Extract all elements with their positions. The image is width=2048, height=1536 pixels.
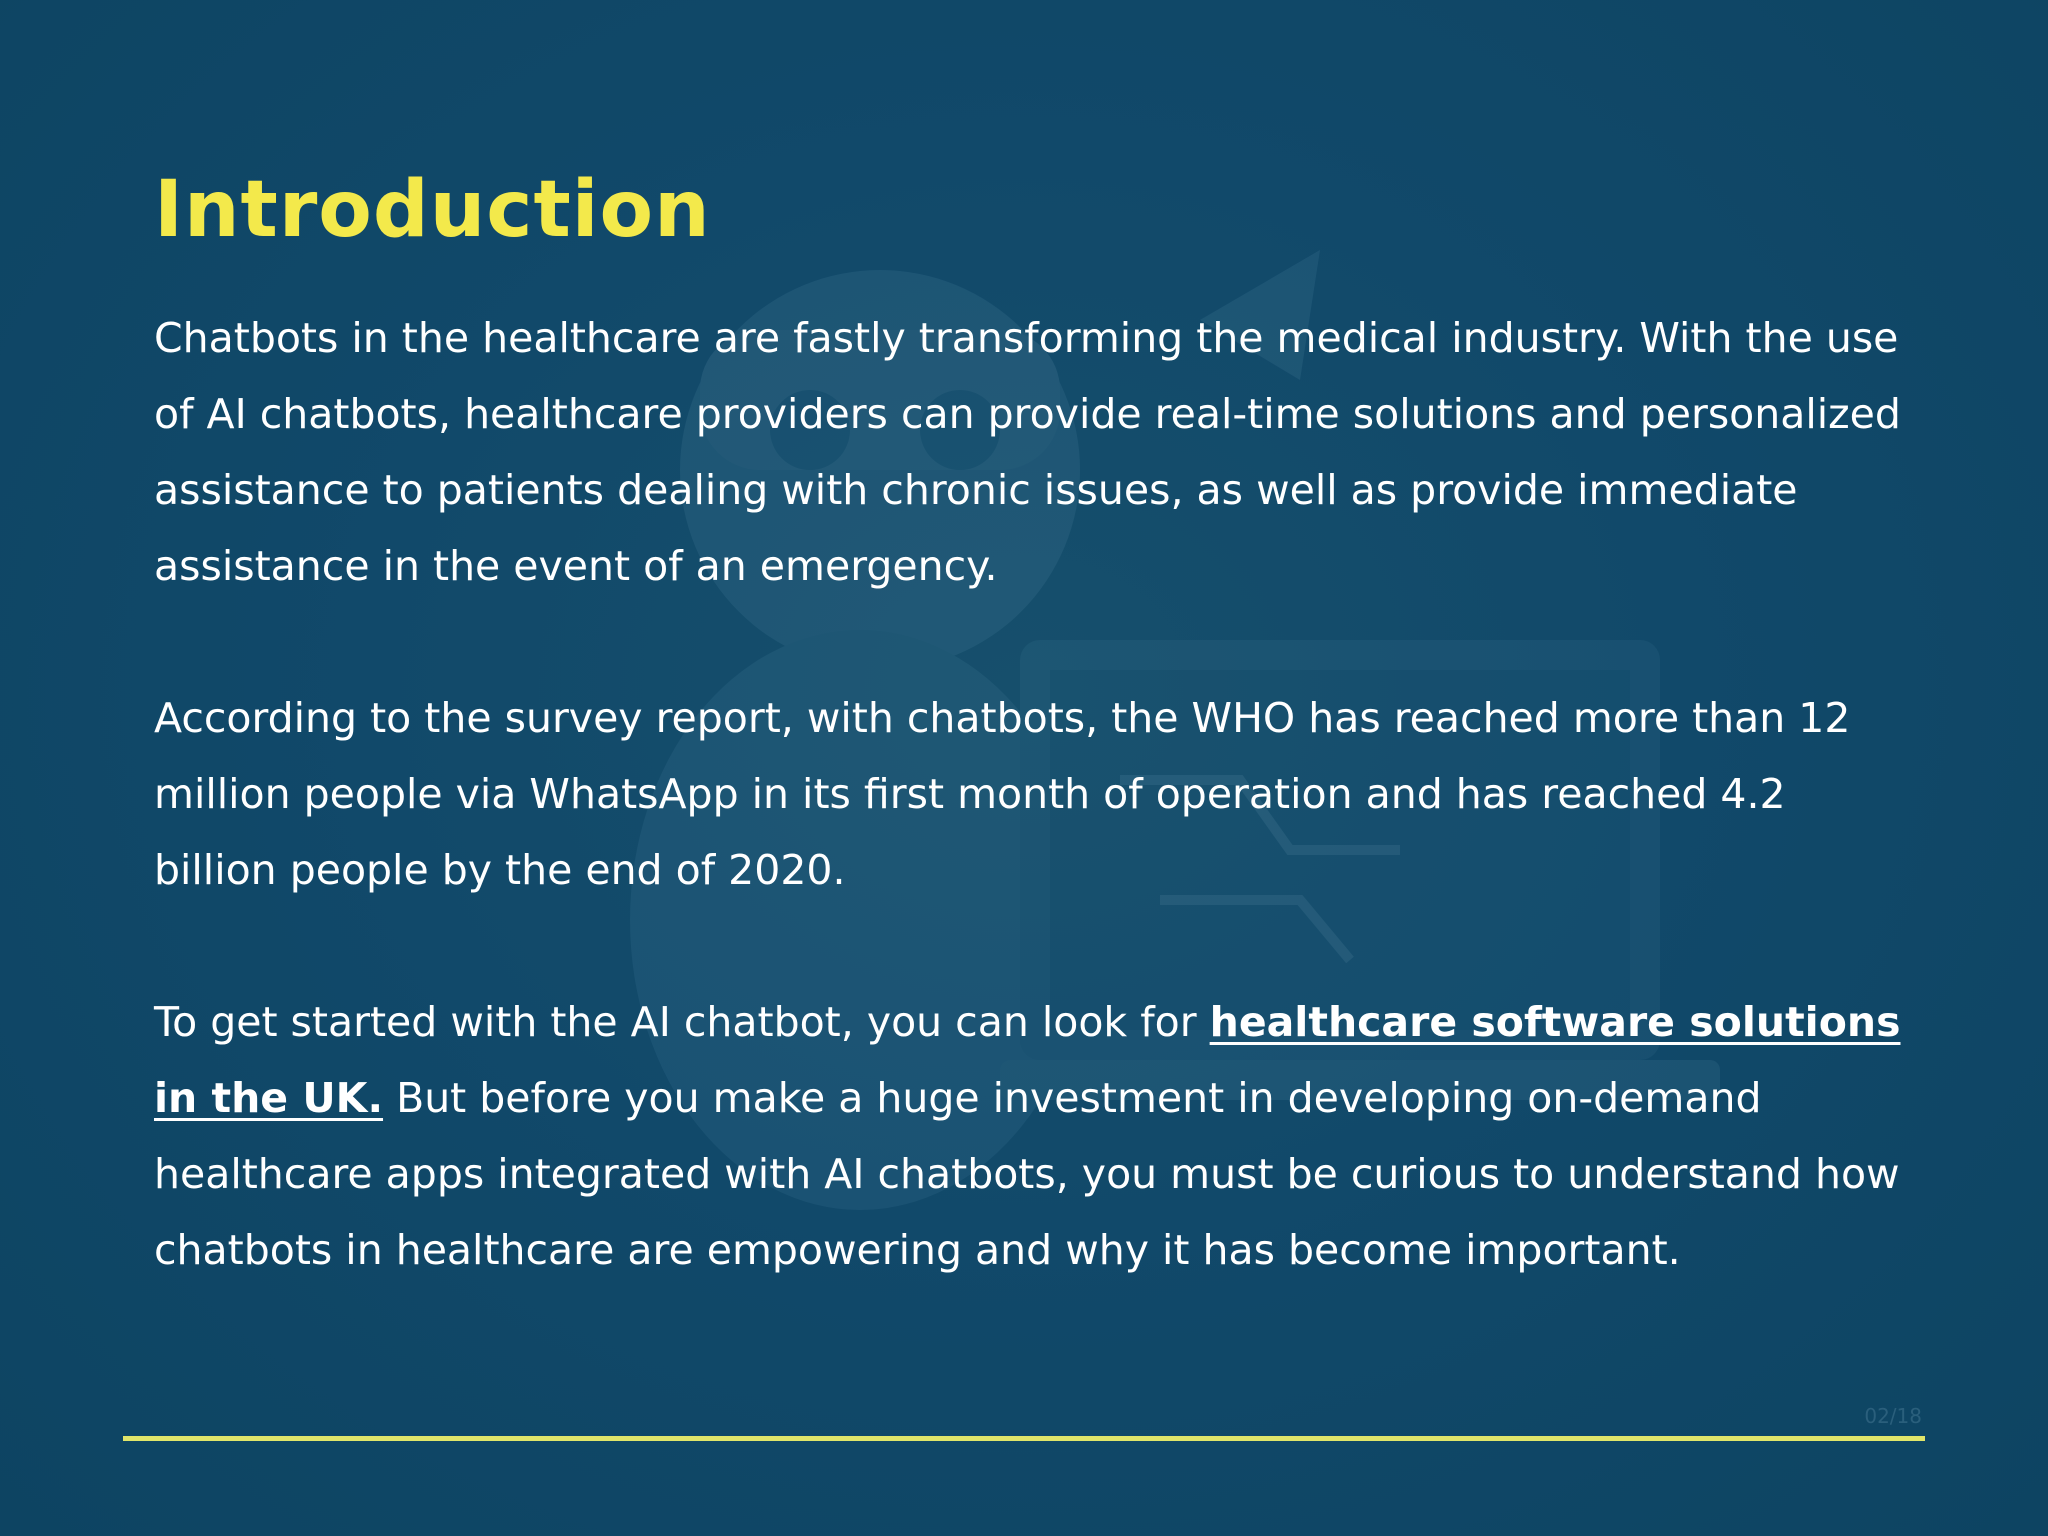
slide-title: Introduction <box>154 165 711 255</box>
intro-paragraph: Chatbots in the healthcare are fastly transforming the medical industry. With the use of AI chatbots, healthcare providers can provide real-time solutions and personalized assistance to patients dealing with chronic issues, as well as provide immediate assistance in the event of an emergency. <box>154 314 1901 590</box>
paragraph-text-after-link: But before you make a huge investment in developing on-demand healthcare apps integrated with AI chatbots, you must be curious to understand how chatbots in healthcare are empowering and why it has become important. <box>154 1074 1900 1274</box>
paragraph-text-before-link: To get started with the AI chatbot, you can look for <box>154 998 1210 1046</box>
page-number: 02/18 <box>1864 1404 1922 1428</box>
getting-started-paragraph <box>154 984 1914 1288</box>
footer-divider <box>123 1436 1925 1441</box>
statistics-paragraph: According to the survey report, with chatbots, the WHO has reached more than 12 million people via WhatsApp in its first month of operation and has reached 4.2 billion people by the end of 2020. <box>154 694 1851 894</box>
healthcare-software-link[interactable]: healthcare software solutions in the UK. <box>154 998 1901 1122</box>
slide-content <box>154 160 1914 1288</box>
